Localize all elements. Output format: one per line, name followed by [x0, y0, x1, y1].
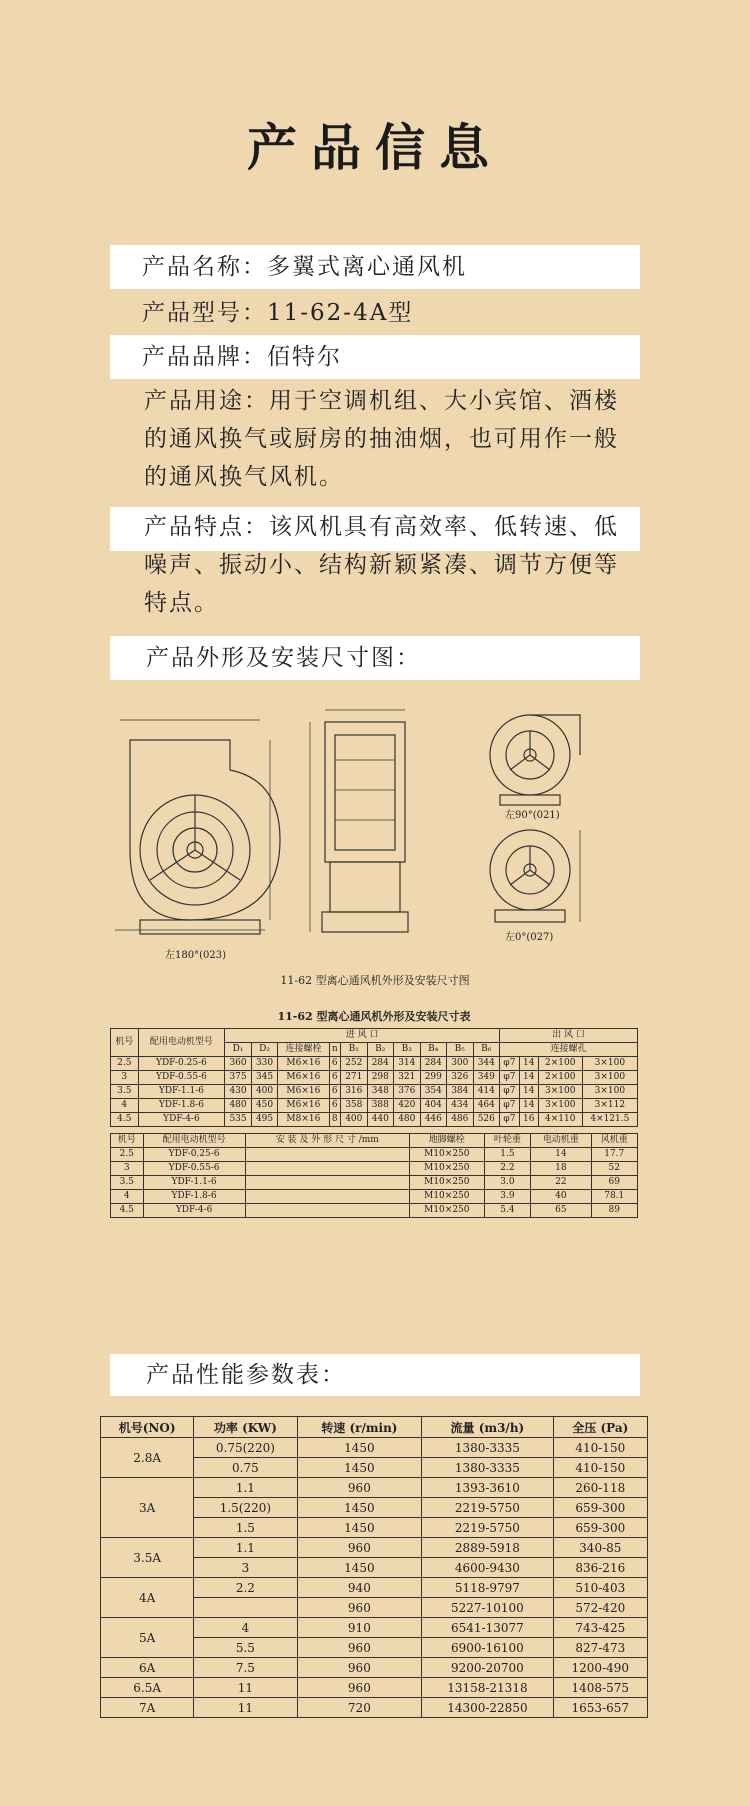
- cell-impeller: 1.5: [484, 1148, 530, 1162]
- cell-b1: 271: [341, 1071, 368, 1085]
- cell-b3: 376: [394, 1085, 421, 1099]
- cell-cnt: 14: [519, 1099, 538, 1113]
- cell-cnt: 16: [519, 1113, 538, 1127]
- cell-b4: 284: [420, 1057, 447, 1071]
- cell-d2: 450: [251, 1099, 278, 1113]
- cell-b1: 252: [341, 1057, 368, 1071]
- table-row: [101, 1538, 648, 1558]
- performance-table: [100, 1416, 648, 1718]
- cell-p1: 2×100: [538, 1071, 582, 1085]
- cell-power: 5.5: [194, 1638, 297, 1658]
- cell-flow: 1393-3610: [422, 1478, 553, 1498]
- cell-no: 3: [111, 1162, 144, 1176]
- cell-flow: 5118-9797: [422, 1578, 553, 1598]
- cell-impeller: 3.9: [484, 1190, 530, 1204]
- cell-b2: 298: [367, 1071, 394, 1085]
- cell-flow: 13158-21318: [422, 1678, 553, 1698]
- table-row: [111, 1190, 638, 1204]
- col-motor-2: 配用电动机型号: [143, 1134, 245, 1148]
- cell-cnt: 14: [519, 1085, 538, 1099]
- drawing-caption: 11-62 型离心通风机外形及安装尺寸图: [280, 974, 470, 987]
- cell-dims: [245, 1162, 409, 1176]
- perf-header-2: 转速 (r/min): [297, 1417, 422, 1438]
- cell-no: 4.5: [111, 1204, 144, 1218]
- cell-bolt: M10×250: [409, 1148, 484, 1162]
- cell-no: 2.5: [111, 1148, 144, 1162]
- cell-flow: 6900-16100: [422, 1638, 553, 1658]
- cell-cnt: 14: [519, 1057, 538, 1071]
- table-row: [101, 1578, 648, 1598]
- view-label-3: 左0°(027): [505, 932, 554, 943]
- cell-no: 4: [111, 1099, 139, 1113]
- cell-dims: [245, 1148, 409, 1162]
- fan-dimension-drawing: [110, 700, 640, 1000]
- cell-n: 8: [329, 1113, 341, 1127]
- cell-b4: 404: [420, 1099, 447, 1113]
- cell-pressure: 410-150: [553, 1438, 647, 1458]
- cell-bolt: M10×250: [409, 1204, 484, 1218]
- cell-dia: φ7: [500, 1085, 520, 1099]
- cell-n: 6: [329, 1099, 341, 1113]
- cell-bolt: M10×250: [409, 1190, 484, 1204]
- view-label-1: 左180°(023): [165, 950, 226, 961]
- cell-pressure: 1408-575: [553, 1678, 647, 1698]
- cell-b3: 321: [394, 1071, 421, 1085]
- cell-dia: φ7: [500, 1099, 520, 1113]
- cell-speed: 1450: [297, 1518, 422, 1538]
- table-row: [101, 1438, 648, 1458]
- cell-b4: 354: [420, 1085, 447, 1099]
- cell-power: 1.5(220): [194, 1498, 297, 1518]
- cell-b1: 358: [341, 1099, 368, 1113]
- product-name-row: [110, 245, 640, 289]
- col-impeller: 叶轮重: [484, 1134, 530, 1148]
- cell-dims: [245, 1204, 409, 1218]
- cell-power: [194, 1598, 297, 1618]
- drawing-heading: 产品外形及安装尺寸图：: [110, 636, 640, 680]
- cell-motor: YDF-1.1-6: [138, 1085, 225, 1099]
- cell-bolt: M6×16: [278, 1099, 329, 1113]
- cell-p1: 4×110: [538, 1113, 582, 1127]
- cell-dia: φ7: [500, 1071, 520, 1085]
- col-install: 安 装 及 外 形 尺 寸 /mm: [245, 1134, 409, 1148]
- cell-flow: 1380-3335: [422, 1438, 553, 1458]
- cell-fan-weight: 89: [591, 1204, 637, 1218]
- col-outlet: 出 风 口: [500, 1029, 638, 1043]
- cell-flow: 2219-5750: [422, 1498, 553, 1518]
- cell-dims: [245, 1190, 409, 1204]
- cell-motor-weight: 18: [531, 1162, 591, 1176]
- table-row: [101, 1698, 648, 1718]
- table-row: [101, 1478, 648, 1498]
- cell-model-no: 2.8A: [101, 1438, 194, 1478]
- cell-b6: 464: [473, 1099, 500, 1113]
- cell-impeller: 3.0: [484, 1176, 530, 1190]
- cell-p1: 3×100: [538, 1099, 582, 1113]
- cell-speed: 960: [297, 1658, 422, 1678]
- dimension-table-title: 11-62 型离心通风机外形及安装尺寸表: [277, 1010, 471, 1023]
- cell-d1: 430: [225, 1085, 252, 1099]
- cell-motor: YDF-1.8-6: [138, 1099, 225, 1113]
- cell-impeller: 5.4: [484, 1204, 530, 1218]
- cell-d2: 330: [251, 1057, 278, 1071]
- cell-speed: 1450: [297, 1498, 422, 1518]
- table-row: [101, 1618, 648, 1638]
- cell-p2: 4×121.5: [582, 1113, 637, 1127]
- cell-b2: 284: [367, 1057, 394, 1071]
- cell-pressure: 410-150: [553, 1458, 647, 1478]
- cell-cnt: 14: [519, 1071, 538, 1085]
- cell-flow: 4600-9430: [422, 1558, 553, 1578]
- product-brand-value: 佰特尔: [267, 344, 342, 370]
- cell-impeller: 2.2: [484, 1162, 530, 1176]
- cell-power: 7.5: [194, 1658, 297, 1678]
- cell-power: 4: [194, 1618, 297, 1638]
- install-table: [110, 1133, 638, 1218]
- cell-model-no: 7A: [101, 1698, 194, 1718]
- col-no: 机号: [111, 1029, 139, 1057]
- cell-b3: 420: [394, 1099, 421, 1113]
- cell-pressure: 836-216: [553, 1558, 647, 1578]
- table-row: [111, 1099, 638, 1113]
- cell-motor-weight: 22: [531, 1176, 591, 1190]
- cell-pressure: 659-300: [553, 1518, 647, 1538]
- cell-speed: 940: [297, 1578, 422, 1598]
- table-row: [111, 1204, 638, 1218]
- cell-p1: 2×100: [538, 1057, 582, 1071]
- cell-motor: YDF-1.8-6: [143, 1190, 245, 1204]
- cell-motor: YDF-4-6: [143, 1204, 245, 1218]
- cell-b2: 440: [367, 1113, 394, 1127]
- cell-b5: 326: [447, 1071, 474, 1085]
- cell-b5: 486: [447, 1113, 474, 1127]
- perf-heading: 产品性能参数表：: [110, 1354, 640, 1396]
- cell-no: 4.5: [111, 1113, 139, 1127]
- cell-model-no: 6A: [101, 1658, 194, 1678]
- cell-pressure: 827-473: [553, 1638, 647, 1658]
- cell-flow: 14300-22850: [422, 1698, 553, 1718]
- cell-bolt: M6×16: [278, 1085, 329, 1099]
- cell-d1: 375: [225, 1071, 252, 1085]
- cell-fan-weight: 52: [591, 1162, 637, 1176]
- cell-b4: 299: [420, 1071, 447, 1085]
- cell-fan-weight: 78.1: [591, 1190, 637, 1204]
- cell-dia: φ7: [500, 1113, 520, 1127]
- cell-speed: 960: [297, 1478, 422, 1498]
- cell-n: 6: [329, 1071, 341, 1085]
- cell-pressure: 743-425: [553, 1618, 647, 1638]
- product-use-value: 用于空调机组、大小宾馆、酒楼的通风换气或厨房的抽油烟，也可用作一般的通风换气风机。: [144, 388, 619, 490]
- col-fan-weight: 风机重: [591, 1134, 637, 1148]
- cell-b5: 384: [447, 1085, 474, 1099]
- cell-flow: 1380-3335: [422, 1458, 553, 1478]
- cell-p2: 3×112: [582, 1099, 637, 1113]
- cell-b3: 314: [394, 1057, 421, 1071]
- product-feature-value: 该风机具有高效率、低转速、低噪声、振动小、结构新颖紧凑、调节方便等特点。: [144, 514, 619, 616]
- cell-bolt: M10×250: [409, 1176, 484, 1190]
- cell-no: 2.5: [111, 1057, 139, 1071]
- col-bolts: 连接螺栓: [278, 1043, 329, 1057]
- cell-pressure: 510-403: [553, 1578, 647, 1598]
- cell-motor: YDF-1.1-6: [143, 1176, 245, 1190]
- view-label-2: 左90°(021): [505, 810, 560, 821]
- cell-bolt: M6×16: [278, 1071, 329, 1085]
- cell-model-no: 3A: [101, 1478, 194, 1538]
- cell-b1: 400: [341, 1113, 368, 1127]
- cell-speed: 960: [297, 1678, 422, 1698]
- perf-header-4: 全压 (Pa): [553, 1417, 647, 1438]
- perf-header-3: 流量 (m3/h): [422, 1417, 553, 1438]
- table-row: [111, 1176, 638, 1190]
- cell-n: 6: [329, 1057, 341, 1071]
- page-title: 产品信息: [247, 118, 503, 177]
- cell-bolt: M10×250: [409, 1162, 484, 1176]
- perf-header-0: 机号(NO): [101, 1417, 194, 1438]
- cell-power: 0.75: [194, 1458, 297, 1478]
- product-use-label: 产品用途：: [144, 388, 269, 414]
- col-motor-weight: 电动机重: [531, 1134, 591, 1148]
- cell-power: 1.5: [194, 1518, 297, 1538]
- cell-pressure: 572-420: [553, 1598, 647, 1618]
- cell-no: 3.5: [111, 1176, 144, 1190]
- cell-model-no: 4A: [101, 1578, 194, 1618]
- cell-pressure: 1200-490: [553, 1658, 647, 1678]
- perf-header-1: 功率 (KW): [194, 1417, 297, 1438]
- cell-speed: 1450: [297, 1438, 422, 1458]
- cell-bolt: M8×16: [278, 1113, 329, 1127]
- cell-b6: 344: [473, 1057, 500, 1071]
- cell-fan-weight: 17.7: [591, 1148, 637, 1162]
- cell-b3: 480: [394, 1113, 421, 1127]
- cell-b6: 414: [473, 1085, 500, 1099]
- table-row: [101, 1658, 648, 1678]
- cell-motor-weight: 65: [531, 1204, 591, 1218]
- table-row: [111, 1085, 638, 1099]
- cell-speed: 910: [297, 1618, 422, 1638]
- product-model-row: [110, 291, 640, 335]
- cell-model-no: 3.5A: [101, 1538, 194, 1578]
- col-holes: 连接螺孔: [500, 1043, 638, 1057]
- table-row: [111, 1113, 638, 1127]
- cell-power: 11: [194, 1698, 297, 1718]
- cell-no: 4: [111, 1190, 144, 1204]
- cell-b6: 349: [473, 1071, 500, 1085]
- cell-no: 3: [111, 1071, 139, 1085]
- cell-pressure: 1653-657: [553, 1698, 647, 1718]
- cell-power: 3: [194, 1558, 297, 1578]
- cell-power: 1.1: [194, 1478, 297, 1498]
- cell-no: 3.5: [111, 1085, 139, 1099]
- col-no-2: 机号: [111, 1134, 144, 1148]
- product-feature-label: 产品特点：: [144, 514, 269, 540]
- table-row: [111, 1071, 638, 1085]
- cell-speed: 960: [297, 1598, 422, 1618]
- cell-speed: 1450: [297, 1458, 422, 1478]
- cell-d1: 535: [225, 1113, 252, 1127]
- cell-p2: 3×100: [582, 1085, 637, 1099]
- cell-d2: 345: [251, 1071, 278, 1085]
- table-row: [111, 1162, 638, 1176]
- col-anchor: 地脚螺栓: [409, 1134, 484, 1148]
- product-name-value: 多翼式离心通风机: [267, 254, 467, 280]
- cell-motor: YDF-0.25-6: [143, 1148, 245, 1162]
- cell-motor: YDF-4-6: [138, 1113, 225, 1127]
- cell-d2: 495: [251, 1113, 278, 1127]
- cell-b5: 300: [447, 1057, 474, 1071]
- cell-pressure: 340-85: [553, 1538, 647, 1558]
- cell-bolt: M6×16: [278, 1057, 329, 1071]
- cell-p2: 3×100: [582, 1071, 637, 1085]
- cell-fan-weight: 69: [591, 1176, 637, 1190]
- product-name-label: 产品名称：: [142, 254, 267, 280]
- product-brand-label: 产品品牌：: [142, 344, 267, 370]
- cell-flow: 5227-10100: [422, 1598, 553, 1618]
- col-inlet: 进 风 口: [225, 1029, 500, 1043]
- cell-b4: 446: [420, 1113, 447, 1127]
- cell-d2: 400: [251, 1085, 278, 1099]
- col-motor: 配用电动机型号: [138, 1029, 225, 1057]
- product-brand-row: [110, 335, 640, 379]
- product-use-row: [110, 382, 640, 500]
- cell-d1: 480: [225, 1099, 252, 1113]
- product-feature-row: [110, 508, 640, 628]
- cell-b1: 316: [341, 1085, 368, 1099]
- cell-b2: 388: [367, 1099, 394, 1113]
- product-model-label: 产品型号：: [142, 300, 267, 326]
- cell-flow: 2219-5750: [422, 1518, 553, 1538]
- table-row: [101, 1678, 648, 1698]
- cell-speed: 960: [297, 1638, 422, 1658]
- cell-pressure: 260-118: [553, 1478, 647, 1498]
- cell-p1: 3×100: [538, 1085, 582, 1099]
- cell-flow: 6541-13077: [422, 1618, 553, 1638]
- cell-speed: 960: [297, 1538, 422, 1558]
- cell-p2: 3×100: [582, 1057, 637, 1071]
- cell-motor: YDF-0.55-6: [143, 1162, 245, 1176]
- cell-dia: φ7: [500, 1057, 520, 1071]
- cell-b6: 526: [473, 1113, 500, 1127]
- cell-b2: 348: [367, 1085, 394, 1099]
- cell-flow: 2889-5918: [422, 1538, 553, 1558]
- cell-flow: 9200-20700: [422, 1658, 553, 1678]
- cell-d1: 360: [225, 1057, 252, 1071]
- inlet-outlet-table: 机号 配用电动机型号 进 风 口 出 风 口 D₁ D₂ 连接螺栓 n B₁ B₂ B₃ B₄ B₅ B₆ 连接螺孔 2.5 YDF-0.25-6 360 330 M6×16 6 252 284 314 284 300 344 φ7 14 2×100 3×100 3 YDF-0.55-6 375 345 M6×16 6 271 298 321 299 326 349 φ7 14 2×100 3×100 3.5 YDF-1.1-6 430 400 M6×16 6 316 348 376 354 384 414 φ7 14 3×100 3×100 4 YDF-1.8-6 480 450 M6×16 6 358 388 420 404 434 464 φ7 14 3×100 3×112 4.5 YDF-4-6 535 495 M8×16 8 400 440 480 446 486 526 φ7 16 4×110 4×121.5: [110, 1028, 638, 1127]
- table-row: [111, 1148, 638, 1162]
- table-row: [111, 1057, 638, 1071]
- cell-motor-weight: 14: [531, 1148, 591, 1162]
- cell-speed: 1450: [297, 1558, 422, 1578]
- cell-n: 6: [329, 1085, 341, 1099]
- cell-pressure: 659-300: [553, 1498, 647, 1518]
- cell-model-no: 5A: [101, 1618, 194, 1658]
- cell-dims: [245, 1176, 409, 1190]
- cell-power: 1.1: [194, 1538, 297, 1558]
- cell-speed: 720: [297, 1698, 422, 1718]
- cell-power: 0.75(220): [194, 1438, 297, 1458]
- cell-model-no: 6.5A: [101, 1678, 194, 1698]
- cell-motor-weight: 40: [531, 1190, 591, 1204]
- dimension-table: [110, 1008, 638, 1218]
- cell-motor: YDF-0.25-6: [138, 1057, 225, 1071]
- cell-power: 11: [194, 1678, 297, 1698]
- product-model-value: 11-62-4A型: [267, 300, 414, 326]
- cell-power: 2.2: [194, 1578, 297, 1598]
- cell-b5: 434: [447, 1099, 474, 1113]
- cell-motor: YDF-0.55-6: [138, 1071, 225, 1085]
